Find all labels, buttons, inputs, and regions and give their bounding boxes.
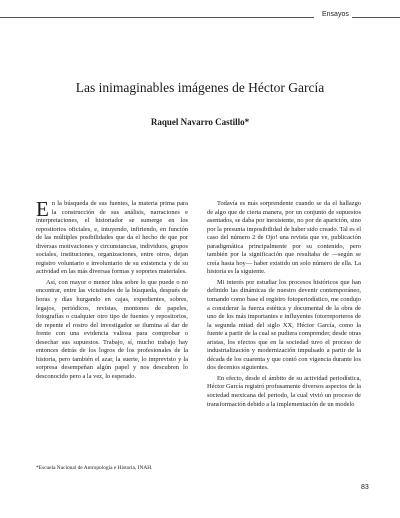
paragraph: En efecto, desde el ámbito de su actividad periodística, Héctor García registró profusamente diversos aspectos de la sociedad mexicana del periodo, la cual vivió un proceso de transformación debido a la implementación de un modelo [207, 374, 361, 408]
article-title: Las inimaginables imágenes de Héctor García [75, 80, 325, 95]
paragraph: Así, con mayor o menor idea sobre lo que puede o no encontrar, entre las vicisitudes de la búsqueda, después de horas y días hurgando en cajas, expedientes, sobres, legajos, periódicos, revistas, montones de papeles, fotografías o cualquier otro tipo de fuentes y repositorios, de repente el rostro del investigador se ilumina al dar de frente con una evidencia valiosa para comprobar o desechar sus supuestos. Trabajo, sí, mucho trabajo hay entonces detrás de los logros de los profesionales de la historia, pero también el azar, la suerte, lo imprevisto y la sorpresa desempeñan algún papel y nos descubren lo desconocido pero a la vez, lo esperado. [36, 278, 188, 380]
header-rule [0, 17, 314, 18]
paragraph [36, 197, 188, 277]
footnote: *Escuela Nacional de Antropología e Historia, INAH. [36, 465, 153, 471]
section-label: Ensayos [322, 11, 349, 18]
right-column [207, 200, 361, 411]
paragraph: Mi interés por estudiar los procesos históricos que han definido las dinámicas de nuestro devenir contemporáneo, tomando como base el registro fotoperiodístico, me condujo a considerar la fuerza estética y documental de la obra de uno de los más importantes e influyentes fotorreporteros de la segunda mitad del siglo XX, Héctor García, como la fuente a partir de la cual se pudiera comprender, desde otras aristas, los efectos que en la sociedad tuvo el proceso de industrialización y modernización impulsado a partir de la década de los cuarenta y que contó con vigencia durante los dos decenios siguientes. [207, 278, 361, 372]
article-author: Raquel Navarro Castillo* [150, 117, 250, 127]
drop-cap: E [36, 197, 49, 221]
paragraph: Todavía es más sorprendente cuando se da el hallazgo de algo que de cierta manera, por un conjunto de supuestos asentados, se daba por inexistente, no por de aparición, sino por la presunta imposibilidad de haber sido creado. Tal es el caso del número 2 de Ojo! una revista que ve, publicación paradigmática principalmente por su contenido, pero también por la significación que resultaba de —según se creía hasta hoy— haber existido un solo número de ella. La historia es la siguiente. [207, 200, 361, 276]
paragraph-text: n la búsqueda de sus fuentes, la materia prima para la construcción de sus análisis, narraciones e interpretaciones, el historiador se sumerge en los repositorios oficiales, e, intuyendo, infiriendo, en función de las múltiples posibilidades que da el hecho de que por diversas motivaciones y circunstancias, individuos, grupos sociales, instituciones, organizaciones, entre otros, dejan registro voluntario e involuntario de su existencia y de su actividad en las más diversas formas y soportes materiales. [36, 200, 188, 276]
page-number: 83 [361, 484, 369, 491]
header-rule-right [352, 17, 400, 18]
left-column [36, 197, 188, 383]
